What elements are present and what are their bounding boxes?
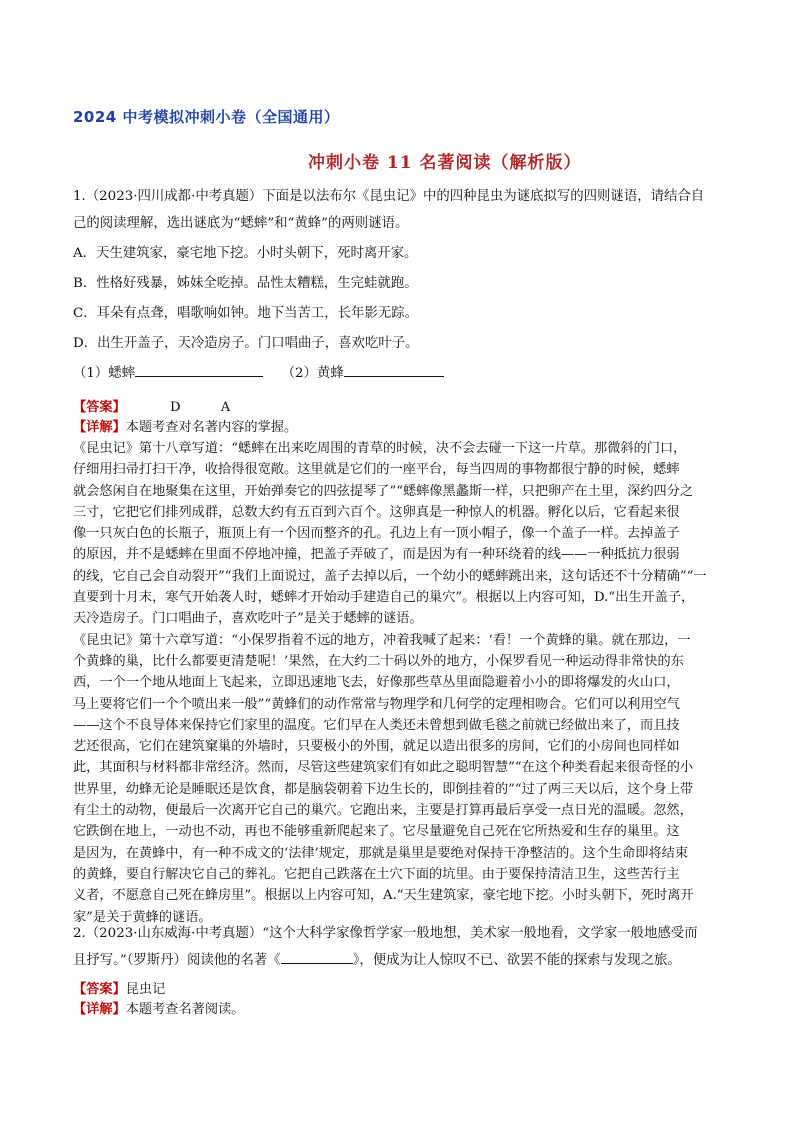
question-1-answer	[73, 398, 733, 438]
explanation-line: 就会悠闲自在地聚集在这里，开始弹奏它的四弦提琴了”“蟋蟀像黑蠡斯一样，只把卵产在土里，深约四分之	[73, 483, 694, 499]
explanation-line: 个黄蜂的巢，比什么都要更清楚呢！’果然，在大约二十码以外的地方，小保罗看见一种运动得非常快的东	[73, 653, 684, 669]
answer-label: 【答案】	[73, 400, 126, 415]
explanation-line: 仔细用扫帚打扫干净，收拾得很宽敞。这里就是它们的一座平台，每当四周的事物都很宁静的时候，蟋蟀	[73, 462, 680, 478]
fill-in-row	[73, 360, 733, 387]
explanation-line: 马上要将它们一个个喷出来一般”“黄蜂们的动作常常与物理学和几何学的定理相吻合。它们可以利用空气	[73, 696, 680, 712]
question-2-answer	[73, 980, 733, 1020]
explanation-line: 《昆虫记》第十六章写道：“小保罗指着不远的地方，冲着我喊了起来：‘看！一个黄蜂的巢。就在那边，一	[73, 632, 691, 648]
detail-row	[73, 1000, 733, 1020]
fill-1-blank[interactable]	[135, 361, 263, 377]
detail-intro-row	[73, 418, 733, 438]
answer-label: 【答案】	[73, 982, 126, 997]
page-title: 冲刺小卷 11 名著阅读（解析版）	[308, 153, 582, 173]
explanation-line: 的原因，并不是蟋蟀在里面不停地冲撞，把盖子弄破了，而是因为有一种环绕着的线——一种抵抗力很弱	[73, 547, 680, 563]
answer-value: D	[169, 400, 181, 415]
explanation-line: 是因为，在黄蜂中，有一种不成文的‘法律’规定，那就是巢里是要绝对保持干净整洁的。这个生命即将结束	[73, 845, 689, 861]
explanation-line: 像一只灰白色的长瓶子，瓶顶上有一个因而整齐的孔。孔边上有一顶小帽子，像一个盖子一样。去掉盖子	[73, 526, 680, 542]
explanation-line: 的线，它自己会自动裂开”“我们上面说过，盖子去掉以后，一个幼小的蟋蟀跳出来，这句话还不十分精确”“一	[73, 568, 707, 584]
explanation-line: 家”是关于黄蜂的谜语。	[73, 909, 212, 925]
question-1-explanation	[73, 438, 733, 928]
answer-value: 昆虫记	[125, 982, 166, 997]
detail-intro: 本题考查对名著内容的掌握。	[125, 420, 298, 435]
explanation-line: 世界里，幼蜂无论是睡眠还是饮食，都是脑袋朝着下边生长的，即倒挂着的”“过了两三天以后，这个身上带	[73, 781, 694, 797]
explanation-line: 它跌倒在地上，一动也不动，再也不能够重新爬起来了。它尽量避免自己死在它所热爱和生存的巢里。这	[73, 824, 680, 840]
explanation-line: ——这个不良导体来保持它们家里的温度。它们早在人类还未曾想到做毛毯之前就已经做出来了，而且技	[73, 717, 680, 733]
question-1	[73, 183, 733, 387]
fill-2-blank[interactable]	[344, 361, 444, 377]
fill-2-label: （2）黄蜂	[281, 366, 344, 381]
fill-1-label: （1）蟋蟀	[73, 366, 136, 381]
explanation-line: 的黄蜂，要自行解决它自己的葬礼。它把自己跌落在土穴下面的坑里。由于要保持清洁卫生，这些苦行主	[73, 866, 680, 882]
answer-row	[73, 398, 733, 418]
explanation-line: 艺还很高，它们在建筑窠巢的外墙时，只要极小的外围，就足以造出很多的房间，它们的小房间也同样如	[73, 739, 680, 755]
detail-label: 【详解】	[73, 420, 126, 435]
explanation-line: 西，一个一个地从地面上飞起来，立即迅速地飞去，好像那些草丛里面隐避着小小的即将爆发的火山口，	[73, 675, 680, 691]
series-title: 2024 中考模拟冲刺小卷（全国通用）	[73, 108, 340, 126]
explanation-line: 义者，不愿意自己死在蜂房里”。根据以上内容可知，A.“天生建筑家，豪宅地下挖。小时头朝下，死时离开	[73, 888, 694, 904]
option-d: D．出生开盖子，天冷造房子。门口唱曲子，喜欢吃叶子。	[73, 336, 419, 351]
question-2-stem-pre: 且抒写。”（罗斯丹）阅读他的名著《	[73, 953, 281, 968]
explanation-line: 《昆虫记》第十八章写道：“蟋蟀在出来吃周围的青草的时候，决不会去碰一下这一片草。那微斜的门口，	[73, 441, 687, 456]
question-1-stem-line: 1.（2023·四川成都·中考真题）下面是以法布尔《昆虫记》中的四种昆虫为谜底拟写的四则谜语，请结合自	[73, 189, 705, 204]
explanation-line: 此，其面积与材料都非常经济。然而，尽管这些建筑家们有如此之聪明智慧”“在这个种类看起来很奇怪的小	[73, 760, 694, 776]
explanation-line: 有尘土的动物，便最后一次离开它自己的巢穴。它跑出来，主要是打算再最后享受一点日光的温暖。忽然，	[73, 803, 693, 819]
question-2-stem-line: 2.（2023·山东威海·中考真题）“这个大科学家像哲学家一般地想，美术家一般地看，文学家一般地感受而	[73, 926, 698, 941]
explanation-line: 三寸，它把它们排列成群，总数大约有五百到六百个。这卵真是一种惊人的机器。孵化以后，它看起来很	[73, 504, 680, 520]
option-b: B．性格好残暴，姊妹全吃掉。品性太糟糕，生完蛙就跑。	[73, 276, 418, 291]
book-title-blank[interactable]	[281, 948, 353, 964]
detail-text: 本题考查名著阅读。	[125, 1002, 245, 1017]
question-1-stem-line: 己的阅读理解，选出谜底为“蟋蟀”和“黄蜂”的两则谜语。	[73, 216, 409, 231]
explanation-line: 直要到十月末，寒气开始袭人时，蟋蟀才开始动手建造自己的巢穴”。根据以上内容可知，D.“出生开盖子，	[73, 590, 695, 606]
question-2-stem-line	[73, 947, 733, 974]
question-2	[73, 920, 733, 974]
answer-row	[73, 980, 733, 1000]
question-2-stem-post: 》，便成为让人惊叹不已、欲罢不能的探索与发现之旅。	[352, 953, 681, 968]
explanation-line: 天冷造房子。门口唱曲子，喜欢吃叶子”是关于蟋蟀的谜语。	[73, 611, 423, 627]
detail-label: 【详解】	[73, 1002, 126, 1017]
option-a: A．天生建筑家，豪宅地下挖。小时头朝下，死时离开家。	[73, 246, 418, 261]
option-c: C．耳朵有点聋，唱歌响如钟。地下当苦工，长年影无踪。	[73, 306, 419, 321]
answer-value: A	[220, 400, 231, 415]
